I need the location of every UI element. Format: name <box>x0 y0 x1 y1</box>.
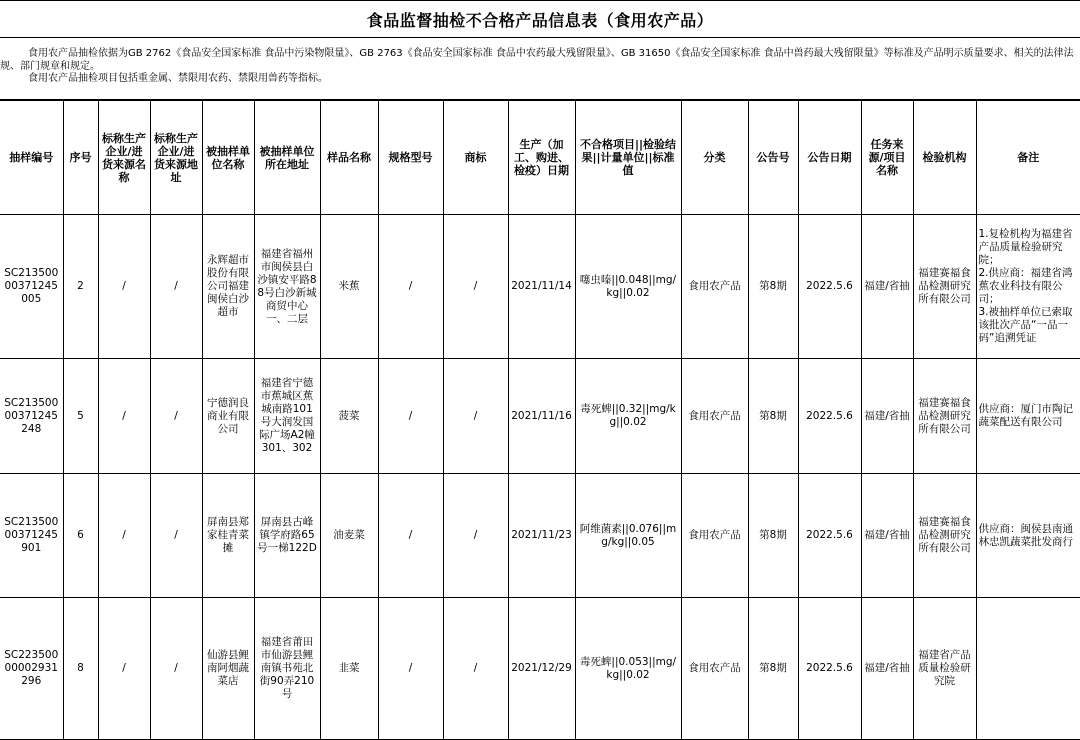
cell-spec: / <box>378 474 443 598</box>
remark-line: 2.供应商：福建省鸿蕉农业科技有限公司； <box>978 267 1073 305</box>
cell-notice-no: 第8期 <box>748 598 798 740</box>
cell-notice-no: 第8期 <box>748 474 798 598</box>
table-header-row <box>0 101 1080 215</box>
header-sampled-unit-name: 被抽样单位名称 <box>202 101 254 215</box>
header-producer-name: 标称生产企业/进货来源名称 <box>98 101 150 215</box>
cell-seq: 5 <box>63 359 98 474</box>
header-producer-address: 标称生产企业/进货来源地址 <box>150 101 202 215</box>
header-failed-item: 不合格项目||检验结果||计量单位||标准值 <box>575 101 681 215</box>
remark-line: 3.被抽样单位已索取该批次产品“一品一码”追溯凭证 <box>978 306 1073 344</box>
header-lab: 检验机构 <box>913 101 976 215</box>
cell-notice-date: 2022.5.6 <box>798 474 861 598</box>
cell-failed-item: 毒死蜱||0.32||mg/kg||0.02 <box>575 359 681 474</box>
cell-sampled-unit-address: 福建省莆田市仙游县鲤南镇书苑北街90弄210号 <box>254 598 320 740</box>
cell-producer-address: / <box>150 474 202 598</box>
cell-failed-item: 噻虫嗪||0.048||mg/kg||0.02 <box>575 215 681 359</box>
cell-notice-no: 第8期 <box>748 359 798 474</box>
cell-date: 2021/11/14 <box>508 215 575 359</box>
header-remark: 备注 <box>976 101 1080 215</box>
cell-category: 食用农产品 <box>681 474 748 598</box>
table-row <box>0 359 1080 474</box>
nonconforming-products-table <box>0 100 1080 740</box>
cell-lab: 福建省产品质量检验研究院 <box>913 598 976 740</box>
cell-notice-date: 2022.5.6 <box>798 359 861 474</box>
cell-sample-name: 油麦菜 <box>320 474 378 598</box>
cell-notice-no: 第8期 <box>748 215 798 359</box>
cell-lab: 福建赛福食品检测研究所有限公司 <box>913 359 976 474</box>
header-sample-name: 样品名称 <box>320 101 378 215</box>
cell-producer-name: / <box>98 474 150 598</box>
header-category: 分类 <box>681 101 748 215</box>
intro-notes <box>0 38 1080 100</box>
cell-task-source: 福建/省抽 <box>861 359 913 474</box>
header-notice-date: 公告日期 <box>798 101 861 215</box>
header-task-source: 任务来源/项目名称 <box>861 101 913 215</box>
header-sampled-unit-address: 被抽样单位所在地址 <box>254 101 320 215</box>
cell-producer-name: / <box>98 598 150 740</box>
cell-brand: / <box>443 359 508 474</box>
cell-code: SC21350000371245005 <box>0 215 63 359</box>
cell-task-source: 福建/省抽 <box>861 474 913 598</box>
cell-spec: / <box>378 598 443 740</box>
document-title: 食品监督抽检不合格产品信息表（食用农产品） <box>0 0 1080 38</box>
cell-category: 食用农产品 <box>681 215 748 359</box>
cell-seq: 8 <box>63 598 98 740</box>
table-row <box>0 474 1080 598</box>
cell-sample-name: 菠菜 <box>320 359 378 474</box>
cell-sampled-unit-address: 屏南县古峰镇学府路65号一梯122D <box>254 474 320 598</box>
cell-lab: 福建赛福食品检测研究所有限公司 <box>913 474 976 598</box>
cell-producer-address: / <box>150 215 202 359</box>
cell-remark: 供应商：厦门市陶记蔬菜配送有限公司 <box>976 359 1080 474</box>
cell-producer-name: / <box>98 359 150 474</box>
header-code: 抽样编号 <box>0 101 63 215</box>
cell-producer-address: / <box>150 598 202 740</box>
header-seq: 序号 <box>63 101 98 215</box>
cell-date: 2021/11/16 <box>508 359 575 474</box>
cell-sample-name: 韭菜 <box>320 598 378 740</box>
header-date: 生产（加工、购进、检疫）日期 <box>508 101 575 215</box>
cell-sampled-unit-address: 福建省福州市闽侯县白沙镇安平路88号白沙新城商贸中心一、二层 <box>254 215 320 359</box>
table-row <box>0 598 1080 740</box>
header-spec: 规格型号 <box>378 101 443 215</box>
cell-remark <box>976 598 1080 740</box>
table-row <box>0 215 1080 359</box>
cell-sampled-unit-name: 永辉超市股份有限公司福建闽侯白沙超市 <box>202 215 254 359</box>
cell-code: SC22350000002931296 <box>0 598 63 740</box>
cell-date: 2021/12/29 <box>508 598 575 740</box>
cell-task-source: 福建/省抽 <box>861 598 913 740</box>
cell-failed-item: 阿维菌素||0.076||mg/kg||0.05 <box>575 474 681 598</box>
cell-category: 食用农产品 <box>681 359 748 474</box>
cell-sampled-unit-name: 宁德润良商业有限公司 <box>202 359 254 474</box>
cell-seq: 2 <box>63 215 98 359</box>
cell-code: SC21350000371245901 <box>0 474 63 598</box>
cell-producer-name: / <box>98 215 150 359</box>
cell-brand: / <box>443 598 508 740</box>
header-brand: 商标 <box>443 101 508 215</box>
cell-seq: 6 <box>63 474 98 598</box>
cell-remark <box>976 215 1080 359</box>
header-notice-no: 公告号 <box>748 101 798 215</box>
cell-task-source: 福建/省抽 <box>861 215 913 359</box>
cell-code: SC21350000371245248 <box>0 359 63 474</box>
cell-brand: / <box>443 215 508 359</box>
cell-brand: / <box>443 474 508 598</box>
cell-category: 食用农产品 <box>681 598 748 740</box>
cell-lab: 福建赛福食品检测研究所有限公司 <box>913 215 976 359</box>
cell-sampled-unit-name: 仙游县鲤南阿烟蔬菜店 <box>202 598 254 740</box>
intro-line-1: 食用农产品抽检依据为GB 2762《食品安全国家标准 食品中污染物限量》、GB 2763《食品安全国家标准 食品中农药最大残留限量》、GB 31650《食品安全国家标准 食品中兽药最大残留限量》等标准及产品明示质量要求、相关的法律法规、部门规章和规定。 <box>0 48 1074 72</box>
cell-notice-date: 2022.5.6 <box>798 598 861 740</box>
cell-spec: / <box>378 359 443 474</box>
cell-sample-name: 米蕉 <box>320 215 378 359</box>
remark-line: 1.复检机构为福建省产品质量检验研究院； <box>978 228 1073 266</box>
cell-remark: 供应商：闽侯县南通林忠凯蔬菜批发商行 <box>976 474 1080 598</box>
cell-producer-address: / <box>150 359 202 474</box>
cell-sampled-unit-address: 福建省宁德市蕉城区蕉城南路101号大润发国际广场A2幢301、302 <box>254 359 320 474</box>
cell-date: 2021/11/23 <box>508 474 575 598</box>
cell-notice-date: 2022.5.6 <box>798 215 861 359</box>
cell-spec: / <box>378 215 443 359</box>
cell-failed-item: 毒死蜱||0.053||mg/kg||0.02 <box>575 598 681 740</box>
intro-line-2: 食用农产品抽检项目包括重金属、禁限用农药、禁限用兽药等指标。 <box>28 73 328 84</box>
cell-sampled-unit-name: 屏南县郑家桂青菜摊 <box>202 474 254 598</box>
